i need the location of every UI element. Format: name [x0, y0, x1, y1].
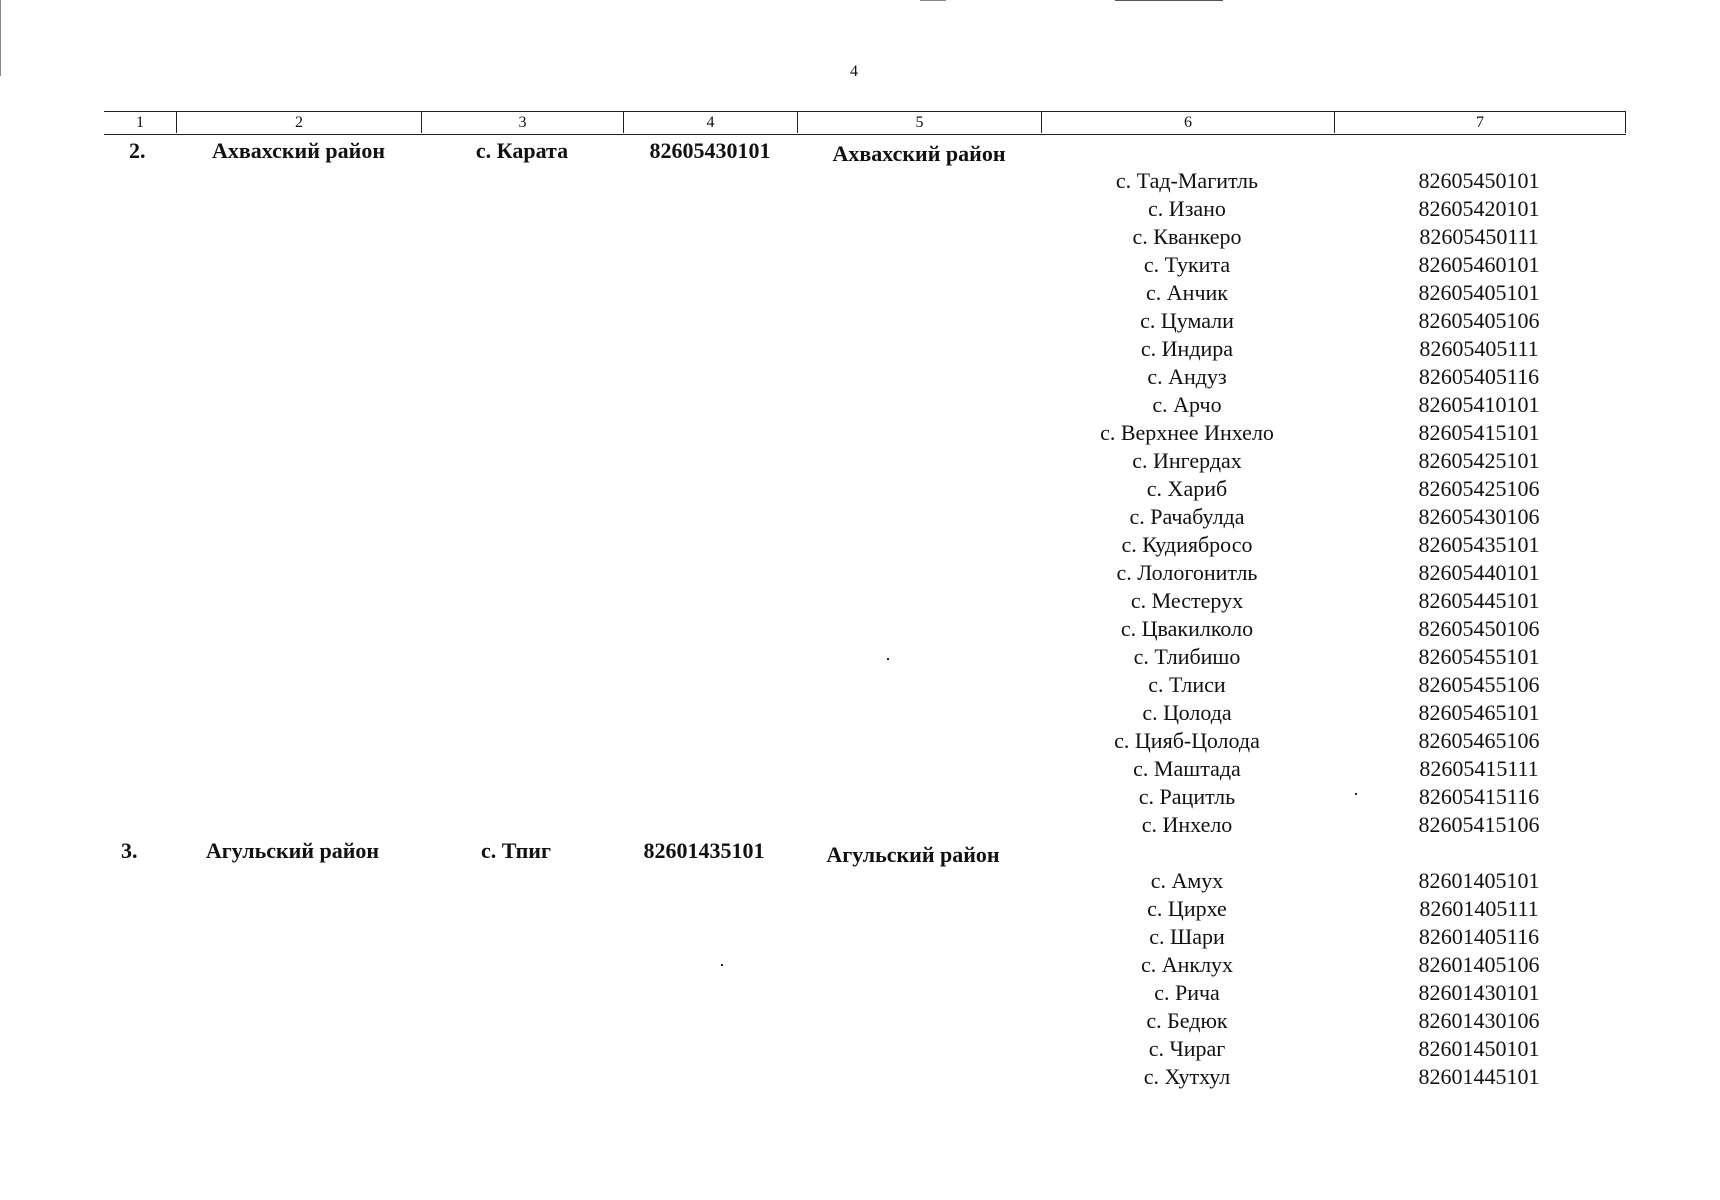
list-item — [0, 448, 1720, 476]
list-item — [0, 308, 1720, 336]
village-name: с. Цвакилколо — [1120, 616, 1254, 641]
list-item — [0, 504, 1720, 532]
list-item — [0, 588, 1720, 616]
village-code: 82605440101 — [1418, 560, 1540, 585]
village-name: с. Лологонитль — [1116, 560, 1258, 585]
list-item — [0, 420, 1720, 448]
scan-dot — [721, 964, 723, 966]
administrative-center: с. Карата — [475, 138, 569, 163]
village-name: с. Верхнее Инхело — [1100, 420, 1274, 445]
village-code: 82601405111 — [1419, 896, 1539, 921]
header-cell-2: 2 — [176, 112, 421, 133]
scan-edge-mark — [0, 0, 1, 76]
village-name: с. Рича — [1154, 980, 1220, 1005]
list-item — [0, 1036, 1720, 1064]
village-code: 82605445101 — [1418, 588, 1540, 613]
list-item — [0, 784, 1720, 812]
village-code: 82605450111 — [1419, 224, 1539, 249]
list-item — [0, 560, 1720, 588]
list-item — [0, 980, 1720, 1008]
list-item — [0, 336, 1720, 364]
village-code: 82605465106 — [1418, 728, 1540, 753]
list-item — [0, 252, 1720, 280]
district-name: Ахвахский район — [211, 138, 385, 163]
list-item — [0, 896, 1720, 924]
village-code: 82601430101 — [1418, 980, 1540, 1005]
village-code: 82605415111 — [1419, 756, 1539, 781]
list-item — [0, 616, 1720, 644]
row-number: 3. — [121, 838, 138, 863]
scan-dot — [887, 658, 889, 660]
village-code: 82605425106 — [1418, 476, 1540, 501]
administrative-center: с. Тпиг — [481, 838, 551, 863]
village-name: с. Изано — [1148, 196, 1226, 221]
list-item — [0, 924, 1720, 952]
village-code: 82601405101 — [1418, 868, 1540, 893]
village-code: 82605405111 — [1419, 336, 1539, 361]
header-cell-1: 1 — [136, 114, 144, 131]
administrative-center-code: 82605430101 — [649, 138, 771, 163]
header-cell-6: 6 — [1041, 112, 1334, 133]
list-item — [0, 812, 1720, 840]
village-name: с. Кудиябросо — [1121, 532, 1253, 557]
header-cell-5: 5 — [797, 112, 1041, 133]
village-code: 82605465101 — [1418, 700, 1540, 725]
village-code: 82605415101 — [1418, 420, 1540, 445]
village-code: 82605410101 — [1418, 392, 1540, 417]
list-item — [0, 868, 1720, 896]
row-number: 2. — [129, 138, 146, 163]
village-name: с. Инхело — [1141, 812, 1233, 837]
village-name: с. Маштада — [1133, 756, 1241, 781]
village-name: с. Цирхе — [1147, 896, 1227, 921]
list-item — [0, 1064, 1720, 1092]
village-code: 82605430106 — [1418, 504, 1540, 529]
header-cell-4: 4 — [623, 112, 797, 133]
village-name: с. Шари — [1149, 924, 1225, 949]
village-name: с. Местерух — [1130, 588, 1244, 613]
village-name: с. Анчик — [1146, 280, 1228, 305]
village-code: 82605420101 — [1418, 196, 1540, 221]
village-name: с. Кванкеро — [1132, 224, 1242, 249]
village-code: 82601405106 — [1418, 952, 1540, 977]
scan-top-mark — [1115, 0, 1223, 1]
list-item — [0, 1008, 1720, 1036]
list-item — [0, 224, 1720, 252]
village-code: 82605405101 — [1418, 280, 1540, 305]
village-name: с. Амух — [1150, 868, 1224, 893]
village-name: с. Тлиси — [1148, 672, 1226, 697]
village-name: с. Рацитль — [1138, 784, 1236, 809]
village-name: с. Тад-Магитль — [1115, 168, 1259, 193]
village-code: 82601405116 — [1418, 924, 1540, 949]
village-name: с. Андуз — [1147, 364, 1227, 389]
administrative-center-code: 82601435101 — [643, 838, 765, 863]
village-code: 82605450101 — [1418, 168, 1540, 193]
village-name: с. Цолода — [1142, 700, 1232, 725]
village-code: 82605415116 — [1418, 784, 1540, 809]
village-code: 82605415106 — [1418, 812, 1540, 837]
village-name: с. Хариб — [1146, 476, 1228, 501]
list-item — [0, 476, 1720, 504]
village-name: с. Ингердах — [1132, 448, 1242, 473]
scan-dot — [1355, 793, 1357, 795]
village-name: с. Индира — [1140, 336, 1234, 361]
header-cell-7: 7 — [1334, 112, 1626, 133]
district-name-repeat: Агульский район — [826, 842, 1000, 867]
village-code: 82605460101 — [1418, 252, 1540, 277]
village-name: с. Бедюк — [1146, 1008, 1228, 1033]
list-item — [0, 532, 1720, 560]
list-item — [0, 280, 1720, 308]
header-cell-3: 3 — [421, 112, 623, 133]
village-code: 82601445101 — [1418, 1064, 1540, 1089]
village-code: 82605435101 — [1418, 532, 1540, 557]
table-header-row — [104, 111, 1626, 135]
village-name: с. Тукита — [1143, 252, 1231, 277]
list-item — [0, 644, 1720, 672]
list-item — [0, 672, 1720, 700]
village-name: с. Чираг — [1148, 1036, 1226, 1061]
village-code: 82601430106 — [1418, 1008, 1540, 1033]
village-code: 82605405106 — [1418, 308, 1540, 333]
village-name: с. Цумали — [1140, 308, 1234, 333]
village-code: 82605455101 — [1418, 644, 1540, 669]
village-name: с. Рачабулда — [1129, 504, 1245, 529]
list-item — [0, 196, 1720, 224]
list-item — [0, 392, 1720, 420]
village-name: с. Цияб-Цолода — [1114, 728, 1260, 753]
village-code: 82605455106 — [1418, 672, 1540, 697]
district-name: Агульский район — [205, 838, 380, 863]
district-name-repeat: Ахвахский район — [832, 141, 1006, 166]
village-code: 82605405116 — [1418, 364, 1540, 389]
list-item — [0, 168, 1720, 196]
scan-top-mark — [920, 0, 946, 1]
village-name: с. Хутхул — [1143, 1064, 1231, 1089]
list-item — [0, 700, 1720, 728]
village-code: 82601450101 — [1418, 1036, 1540, 1061]
village-name: с. Анклух — [1140, 952, 1234, 977]
list-item — [0, 952, 1720, 980]
list-item — [0, 364, 1720, 392]
village-code: 82605450106 — [1418, 616, 1540, 641]
village-code: 82605425101 — [1418, 448, 1540, 473]
village-name: с. Тлибишо — [1133, 644, 1241, 669]
list-item — [0, 728, 1720, 756]
page-number: 4 — [850, 63, 858, 80]
list-item — [0, 756, 1720, 784]
village-name: с. Арчо — [1152, 392, 1222, 417]
